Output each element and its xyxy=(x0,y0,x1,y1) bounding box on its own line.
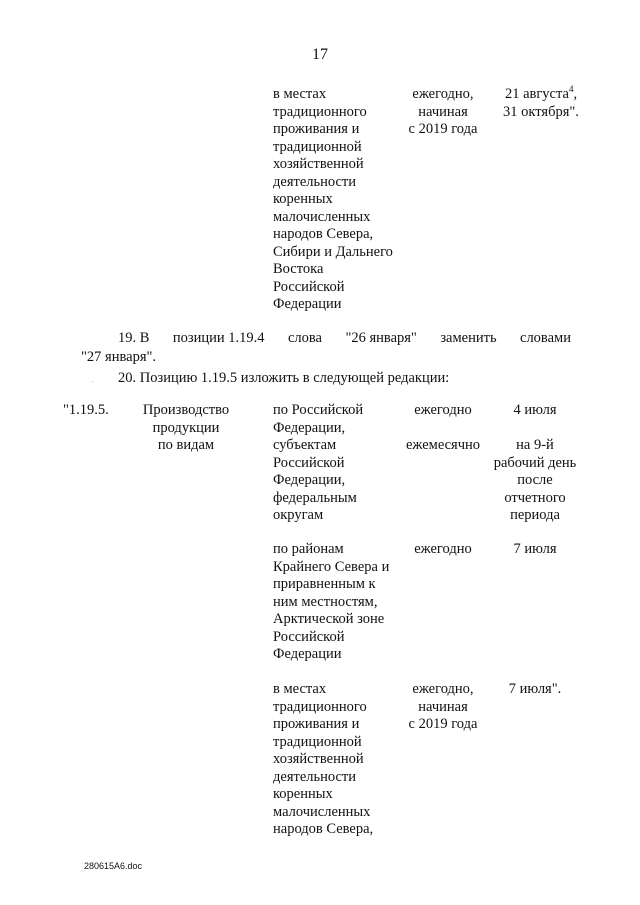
indicator-name xyxy=(131,402,241,455)
row3-date: 7 июля". xyxy=(508,681,562,697)
text-line: периода xyxy=(510,507,560,523)
text-line: Российской xyxy=(273,278,345,295)
text-line: субъектам xyxy=(273,437,337,453)
text-line: Федерации, xyxy=(273,419,346,436)
footnote-mark: 4 xyxy=(568,84,574,95)
text-line: Российской xyxy=(273,628,345,645)
text-line: ним местностям, xyxy=(273,593,378,610)
date-line-2: 31 октября". xyxy=(503,103,579,120)
text-line: традиционной xyxy=(273,733,362,750)
text-line: малочисленных xyxy=(273,803,371,820)
text-line: ежегодно, xyxy=(412,681,474,697)
text-line: с 2019 года xyxy=(408,716,478,732)
text-line: хозяйственной xyxy=(273,156,364,172)
p19-word: словами xyxy=(520,330,571,346)
text-line: малочисленных xyxy=(273,208,371,225)
text-line: хозяйственной xyxy=(273,751,364,767)
text-line: Производство xyxy=(142,402,230,418)
p19-word: заменить xyxy=(440,330,497,346)
text-line: в местах xyxy=(273,86,327,102)
text-line: федеральным xyxy=(273,489,357,506)
row1-period-annual: ежегодно xyxy=(414,402,472,418)
p19-word: "26 января" xyxy=(345,330,417,346)
p19-word: позиции 1.19.4 xyxy=(172,330,265,346)
territory-block-1 xyxy=(273,86,413,314)
text-line: деятельности xyxy=(273,173,357,190)
text-line: Федерации, xyxy=(273,472,346,488)
text-line: коренных xyxy=(273,191,333,207)
file-name-footer: 280615A6.doc xyxy=(84,861,143,871)
text-line: Федерации xyxy=(273,296,342,312)
text-line: традиционной xyxy=(273,138,362,155)
text-line: продукции xyxy=(152,419,220,436)
row1-date-monthly xyxy=(480,437,590,525)
text-line: Крайнего Севера и xyxy=(273,558,390,575)
page-number: 17 xyxy=(312,46,328,63)
text-line: традиционного xyxy=(273,698,367,715)
paragraph-20: 20. Позицию 1.19.5 изложить в следующей редакции: xyxy=(118,370,450,386)
paragraph-19-line-2: "27 января". xyxy=(81,349,157,365)
text-line: ежегодно, xyxy=(412,86,474,102)
date-line-1-end: , xyxy=(573,86,578,102)
text-line: рабочий день xyxy=(493,454,577,471)
p19-word: 19. В xyxy=(118,330,150,346)
text-line: по видам xyxy=(157,437,215,453)
period-block-1 xyxy=(398,86,488,139)
text-line: на 9-й xyxy=(516,437,554,453)
text-line: отчетного xyxy=(504,489,566,506)
text-line: народов Севера, xyxy=(273,821,374,837)
text-line: приравненным к xyxy=(273,576,376,592)
text-line: проживания и xyxy=(273,716,360,732)
paragraph-19 xyxy=(118,329,571,347)
text-line: после xyxy=(517,472,553,488)
row3-period xyxy=(398,681,488,734)
position-number: "1.19.5. xyxy=(63,402,109,418)
text-line: по районам xyxy=(273,541,344,557)
p19-word: слова xyxy=(287,330,322,346)
row1-period-monthly: ежемесячно xyxy=(405,437,481,453)
text-line: коренных xyxy=(273,786,333,802)
text-line: Федерации xyxy=(273,646,342,662)
text-line: Арктической зоне xyxy=(273,611,385,627)
text-line: деятельности xyxy=(273,768,357,785)
date-line-1: 21 августа xyxy=(504,86,569,102)
row2-territory xyxy=(273,541,413,664)
row2-period: ежегодно xyxy=(414,541,472,557)
text-line: начиная xyxy=(418,698,468,715)
text-line: округам xyxy=(273,507,324,523)
date-block-1 xyxy=(486,86,596,121)
row3-territory xyxy=(273,681,413,839)
text-line: в местах xyxy=(273,681,327,697)
text-line: традиционного xyxy=(273,103,367,120)
text-line: с 2019 года xyxy=(408,121,478,137)
text-line: Сибири и Дальнего xyxy=(273,243,393,260)
text-line: начиная xyxy=(418,103,468,120)
text-line: по Российской xyxy=(273,402,364,418)
text-line: Востока xyxy=(273,261,324,277)
scan-dot xyxy=(92,381,93,382)
text-line: народов Севера, xyxy=(273,226,374,242)
row1-territory xyxy=(273,402,413,525)
row1-date-annual: 4 июля xyxy=(513,402,557,418)
row2-date: 7 июля xyxy=(513,541,557,557)
text-line: Российской xyxy=(273,454,345,471)
text-line: проживания и xyxy=(273,121,360,137)
